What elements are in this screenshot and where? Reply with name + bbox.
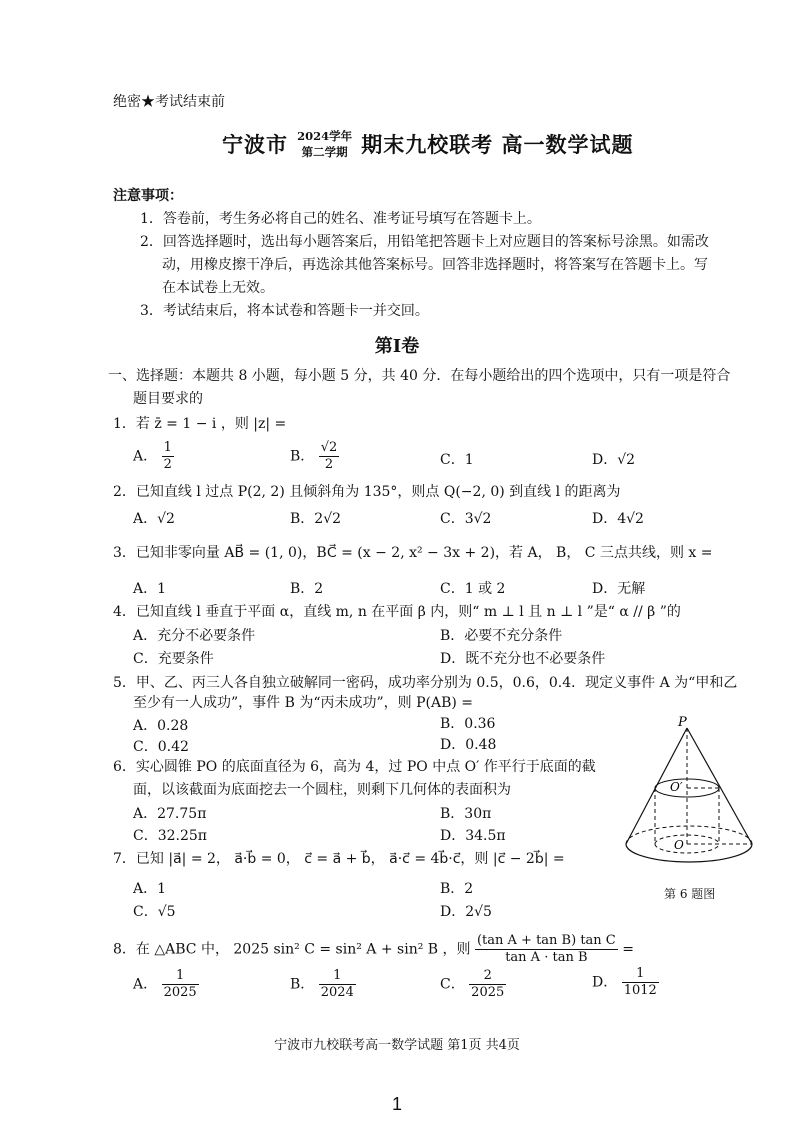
q1-option-a-label: A． [133,448,158,465]
q8-a-den: 2025 [163,985,197,1000]
q4-option-a: A．充分不必要条件 [133,628,256,644]
q7-option-a: A．1 [133,881,167,897]
notice-item-2-cont: 动，用橡皮擦干净后，再选涂其他答案标号。回答非选择题时，将答案写在答题卡上。写 [162,257,708,273]
q7-option-b: B．2 [440,881,474,897]
notice-item-2-end: 在本试卷上无效。 [162,280,274,296]
notice-item-1: 1．答卷前，考生务必将自己的姓名、准考证号填写在答题卡上。 [140,211,541,227]
q6-stem-cont: 面，以该截面为底面挖去一个圆柱，则剩下几何体的表面积为 [133,782,511,798]
q5-option-c: C．0.42 [133,739,189,755]
q3-option-b: B．2 [290,581,324,597]
q4-option-b: B．必要不充分条件 [440,628,563,644]
section-title: 第Ⅰ卷 [374,336,420,357]
title-year: 2024学年 [297,128,353,143]
q1-option-b [290,440,339,473]
figure-caption: 第 6 题图 [664,887,716,901]
q2-stem: 2．已知直线 l 过点 P(2, 2) 且倾斜角为 135°，则点 Q(−2, 0) 到直线 l 的距离为 [113,484,621,500]
q1-option-b-label: B． [290,448,315,465]
q8-option-b-fraction [319,968,356,1001]
q8-frac-den: tan A · tan B [505,950,588,965]
title-semester: 第二学期 [301,144,348,159]
title-city: 宁波市 [222,132,288,157]
q5-option-b: B．0.36 [440,716,496,732]
page-number: 1 [391,1094,402,1114]
q1-b-den: 2 [324,457,334,472]
q8-b-den: 2024 [320,985,354,1000]
q8-option-c-fraction [469,968,506,1001]
confidential-label: 绝密★考试结束前 [113,94,225,110]
q3-stem: 3．已知非零向量 AB⃗ = (1, 0)，BC⃗ = (x − 2, x² − 3x + 2)，若 A， B， C 三点共线，则 x = [113,545,713,561]
label-O: O [674,838,684,852]
notice-item-3: 3．考试结束后，将本试卷和答题卡一并交回。 [140,303,429,319]
q8-stem-left: 8．在 △ABC 中， 2025 sin² C = sin² A + sin² B ，则 [113,941,471,958]
q8-c-num: 2 [469,968,506,985]
q3-option-a: A．1 [133,581,167,597]
q8-option-c-label: C． [440,976,465,993]
q1-option-d: D．√2 [592,452,636,468]
q6-option-c: C．32.25π [133,828,207,844]
q8-b-num: 1 [319,968,356,985]
q5-option-a: A．0.28 [133,718,189,734]
q6-option-d: D．34.5π [440,828,506,844]
q1-stem: 1．若 z̄ = 1 − i ，则 |z| = [113,416,287,432]
q8-frac-num: (tan A + tan B) tan C [476,933,616,948]
q7-stem: 7．已知 |a⃗| = 2， a⃗·b⃗ = 0， c⃗ = a⃗ + b⃗， a⃗·c⃗ = 4b⃗·c⃗，则 |c⃗ − 2b⃗| = [113,851,565,867]
q8-option-b [290,968,356,1001]
label-O-prime: O′ [670,780,683,794]
q4-option-c: C．充要条件 [133,651,214,667]
title-exam: 期末九校联考 高一数学试题 [361,132,634,157]
title-term [297,128,352,160]
q7-option-c: C．√5 [133,904,176,920]
q7-option-d: D．2√5 [440,904,492,920]
q8-option-c [440,968,506,1001]
q6-stem: 6．实心圆锥 PO 的底面直径为 6，高为 4，过 PO 中点 O′ 作平行于底面的截 [113,759,596,775]
q1-option-a-fraction [162,440,174,473]
q8-option-b-label: B． [290,976,315,993]
q1-a-num: 1 [163,440,172,455]
q1-option-c: C．1 [440,452,474,468]
q3-option-c: C．1 或 2 [440,581,506,597]
q8-stem-fraction [475,933,618,966]
q8-a-num: 1 [162,968,199,985]
q2-option-d: D．4√2 [592,511,644,527]
q8-option-a-fraction [162,968,199,1001]
cone-figure [618,712,768,882]
q1-b-num: √2 [320,440,338,455]
q5-stem-cont: 至少有一人成功”，事件 B 为“丙未成功”，则 P(AB) = [133,695,474,711]
label-P: P [678,715,687,730]
page-title [222,129,634,164]
q8-option-d-fraction [622,966,659,999]
q8-option-d [592,966,659,999]
q8-option-a [133,968,199,1001]
section-intro: 一、选择题：本题共 8 小题，每小题 5 分，共 40 分．在每小题给出的四个选项中，只有一项是符合 [108,368,731,384]
q8-stem-right: = [622,941,634,958]
q8-d-den: 1012 [623,983,657,998]
q4-stem: 4．已知直线 l 垂直于平面 α，直线 m, n 在平面 β 内，则“ m ⊥ l 且 n ⊥ l ”是“ α // β ”的 [113,604,681,620]
q8-d-num: 1 [622,966,659,983]
notice-item-2: 2．回答选择题时，选出每小题答案后，用铅笔把答题卡上对应题目的答案标号涂黑。如需改 [140,234,709,250]
q8-stem [113,933,634,966]
q1-option-b-fraction [319,440,340,473]
q2-option-c: C．3√2 [440,511,492,527]
section-intro-cont: 题目要求的 [133,391,203,407]
page-footer: 宁波市九校联考高一数学试题 第1页 共4页 [274,1038,520,1053]
q4-option-d: D．既不充分也不必要条件 [440,651,606,667]
q6-option-a: A．27.75π [133,806,207,822]
cylinder-bottom-front [655,844,719,853]
q2-option-b: B．2√2 [290,511,342,527]
q8-c-den: 2025 [471,985,505,1000]
q2-option-a: A．√2 [133,511,175,527]
q8-option-a-label: A． [133,976,158,993]
q5-option-d: D．0.48 [440,737,497,753]
q1-a-den: 2 [163,457,172,472]
q8-option-d-label: D． [592,974,618,991]
notice-heading: 注意事项： [113,188,183,204]
q6-option-b: B．30π [440,806,492,822]
q5-stem: 5．甲、乙、丙三人各自独立破解同一密码，成功率分别为 0.5，0.6，0.4．现定义事件 A 为“甲和乙 [113,675,738,691]
q1-option-a [133,440,174,473]
q3-option-d: D．无解 [592,581,646,597]
